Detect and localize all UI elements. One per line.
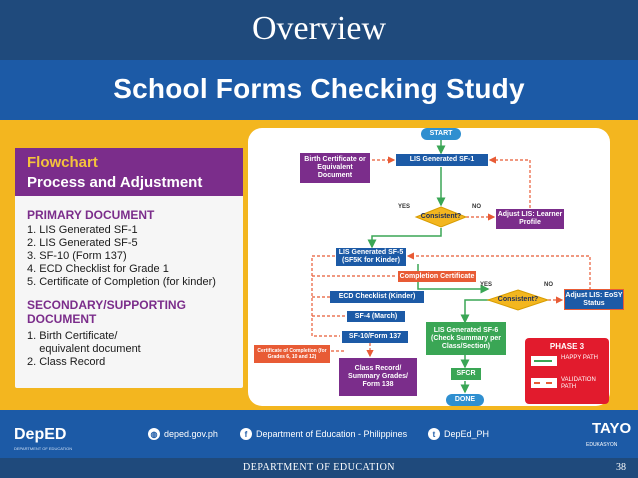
secondary-title-2: DOCUMENT xyxy=(27,312,97,326)
footer xyxy=(0,410,638,458)
sfcr-node: SFCR xyxy=(451,368,481,380)
done-node: DONE xyxy=(446,394,484,406)
consistent-decision-2: Consistent? xyxy=(497,296,539,303)
primary-item: 3. SF-10 (Form 137) xyxy=(27,250,127,262)
validation-path-label: VALIDATION PATH xyxy=(561,377,596,390)
edge xyxy=(372,228,441,247)
sf4-node: SF-4 (March) xyxy=(347,311,405,322)
tayo-logo-subtitle: EDUKASYON xyxy=(586,442,618,448)
slide-title: School Forms Checking Study xyxy=(113,73,525,104)
sf10-node: SF-10/Form 137 xyxy=(342,331,408,343)
secondary-item: 2. Class Record xyxy=(27,356,106,368)
ecd-checklist-node: ECD Checklist (Kinder) xyxy=(330,291,424,303)
lis-sf5-node: LIS Generated SF-5 (SF5K for Kinder) xyxy=(336,248,406,266)
website-link[interactable] xyxy=(148,428,218,440)
lis-sf1-node: LIS Generated SF-1 xyxy=(396,154,488,166)
twitter-link[interactable] xyxy=(428,428,489,440)
phase-title: PHASE 3 xyxy=(549,342,585,351)
tayo-logo: TAYO xyxy=(592,420,632,437)
secondary-title: SECONDARY/SUPPORTING xyxy=(27,298,186,312)
completion-certificate-node: Completion Certificate xyxy=(398,271,476,282)
birth-certificate-node: Birth Certificate or Equivalent Document xyxy=(300,153,370,183)
no-label: NO xyxy=(544,282,553,288)
start-node: START xyxy=(421,128,461,140)
deped-logo: DepED xyxy=(14,426,67,443)
yes-label: YES xyxy=(480,282,493,288)
happy-path-label: HAPPY PATH xyxy=(561,355,599,361)
twitter-icon: t xyxy=(428,428,440,440)
panel-heading-process: Process and Adjustment xyxy=(27,174,203,191)
department-label: DEPARTMENT OF EDUCATION xyxy=(242,462,396,473)
validation-path-swatch xyxy=(531,378,557,388)
adjust-learner-profile-node: Adjust LIS: Learner Profile xyxy=(496,209,564,229)
secondary-item: equivalent document xyxy=(27,343,141,355)
lis-sf6-node: LIS Generated SF-6 (Check Summary per Class/Section) xyxy=(426,322,506,355)
page-title: Overview xyxy=(251,10,387,47)
primary-title: PRIMARY DOCUMENT xyxy=(27,208,155,222)
yes-label: YES xyxy=(398,204,411,210)
edge xyxy=(465,300,494,322)
no-label: NO xyxy=(472,204,481,210)
edge xyxy=(490,160,530,208)
website-text: deped.gov.ph xyxy=(164,429,218,439)
bottom-bar xyxy=(0,458,638,478)
primary-item: 5. Certificate of Completion (for kinder) xyxy=(27,276,216,288)
certificate-of-completion-node: Certificate of Completion (for Grades 6, 10 and 12) xyxy=(254,345,330,363)
facebook-link[interactable] xyxy=(240,428,407,440)
class-record-node: Class Record/ Summary Grades/ Form 138 xyxy=(339,358,417,396)
adjust-eosy-node: Adjust LIS: EoSY Status xyxy=(564,289,624,310)
facebook-icon: f xyxy=(240,428,252,440)
globe-icon: ◍ xyxy=(148,428,160,440)
primary-item: 4. ECD Checklist for Grade 1 xyxy=(27,263,169,275)
primary-item: 2. LIS Generated SF-5 xyxy=(27,237,138,249)
facebook-text: Department of Education - Philippines xyxy=(256,429,408,439)
secondary-item: 1. Birth Certificate/ xyxy=(27,330,118,342)
twitter-text: DepEd_PH xyxy=(444,429,490,439)
happy-path-swatch xyxy=(531,356,557,366)
primary-item: 1. LIS Generated SF-1 xyxy=(27,224,138,236)
page-number: 38 xyxy=(616,462,626,473)
phase-legend xyxy=(525,338,609,404)
consistent-decision-1: Consistent? xyxy=(420,213,462,220)
deped-logo-subtitle: DEPARTMENT OF EDUCATION xyxy=(14,446,73,451)
panel-heading-flowchart: Flowchart xyxy=(27,154,98,171)
